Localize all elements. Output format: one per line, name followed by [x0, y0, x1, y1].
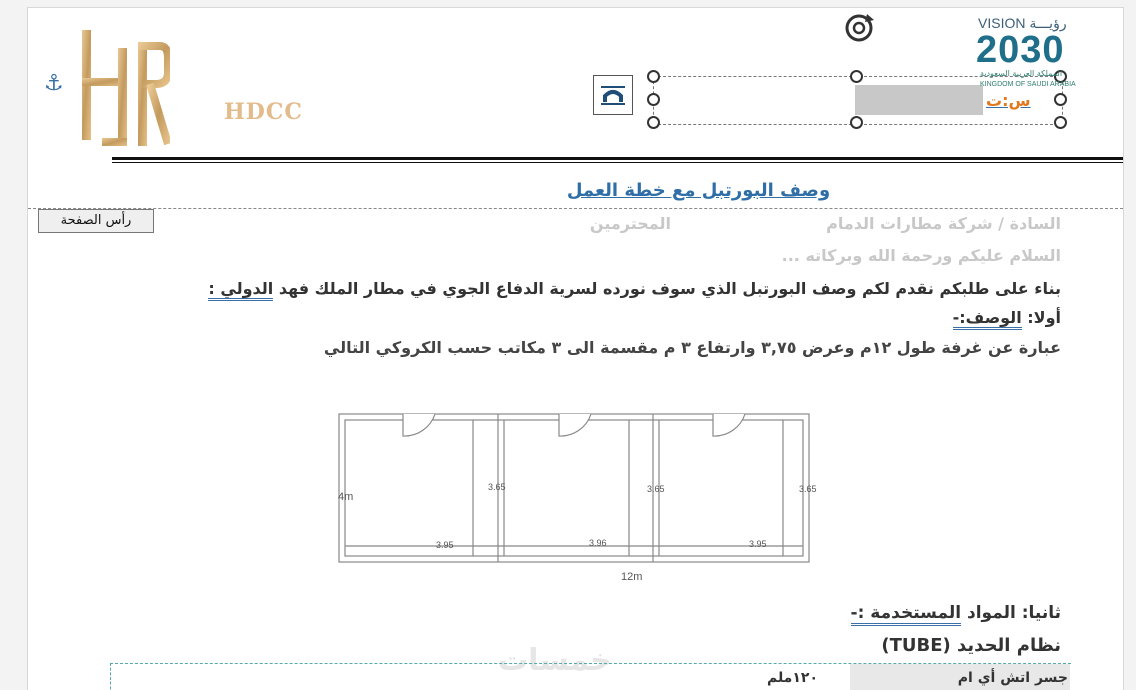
resize-handle[interactable]: [1054, 93, 1067, 106]
width-label: 12m: [621, 571, 643, 583]
room-height-2: 3.65: [647, 484, 665, 494]
header-rule-thin: [112, 162, 1124, 163]
vision-logo-year: 2030: [976, 29, 1065, 71]
vision-2030-logo: [976, 12, 1101, 90]
greeting: السلام عليكم ورحمة الله وبركاته ...: [781, 246, 1061, 265]
floor-plan-drawing: [323, 396, 848, 586]
description-text: عبارة عن غرفة طول ١٢م وعرض ٣,٧٥ وارتفاع ٣ م مقسمة الى ٣ مكاتب حسب الكروكي التالي: [323, 338, 1061, 357]
resize-handle[interactable]: [850, 70, 863, 83]
section2-heading: ثانيا: المواد المستخدمة :-: [851, 603, 1061, 623]
room-width-2: 3.96: [589, 538, 607, 548]
table-cell-size: ١٢٠ملم: [766, 670, 818, 686]
rotate-handle-icon[interactable]: [841, 10, 877, 46]
document-page: [27, 7, 1124, 690]
height-label: 4m: [338, 491, 354, 503]
section1-heading: أولا: الوصف:-: [953, 308, 1061, 327]
room-height-3: 3.65: [799, 484, 817, 494]
resize-handle[interactable]: [647, 93, 660, 106]
addressee: السادة / شركة مطارات الدمام: [826, 214, 1061, 233]
layout-options-icon[interactable]: [593, 75, 633, 115]
company-abbr: HDCC: [224, 99, 303, 125]
header-boundary: [28, 208, 1123, 209]
resize-handle[interactable]: [647, 116, 660, 129]
reference-field[interactable]: [855, 85, 983, 115]
reference-label: س:ت: [986, 91, 1031, 110]
room-height-1: 3.65: [488, 482, 506, 492]
header-rule: [112, 157, 1124, 160]
vision-logo-ar: المملكة العربية السعودية: [980, 69, 1063, 78]
anchor-icon[interactable]: ⚓: [44, 71, 64, 96]
hj-logo: [80, 28, 170, 150]
steel-system-heading: نظام الحديد (TUBE): [881, 635, 1061, 656]
room-width-3: 3.95: [749, 539, 767, 549]
header-tab-button[interactable]: رأس الصفحة: [38, 209, 154, 233]
resize-handle[interactable]: [850, 116, 863, 129]
vision-logo-en: KINGDOM OF SAUDI ARABIA: [980, 81, 1076, 88]
resize-handle[interactable]: [647, 70, 660, 83]
room-width-1: 3.95: [436, 540, 454, 550]
vision-logo-top: VISION رؤيـــة: [978, 15, 1067, 31]
intro-paragraph: بناء على طلبكم نقدم لكم وصف البورتبل الذي سوف نورده لسرية الدفاع الجوي في مطار الملك فهد الدولي :: [208, 279, 1061, 298]
resize-handle[interactable]: [1054, 116, 1067, 129]
respect-text: المحترمين: [589, 214, 671, 233]
document-title: وصف البورتبل مع خطة العمل: [566, 180, 831, 201]
table-cell-item: جسر اتش أي ام: [957, 670, 1068, 686]
watermark-text: خمسات: [498, 643, 612, 678]
